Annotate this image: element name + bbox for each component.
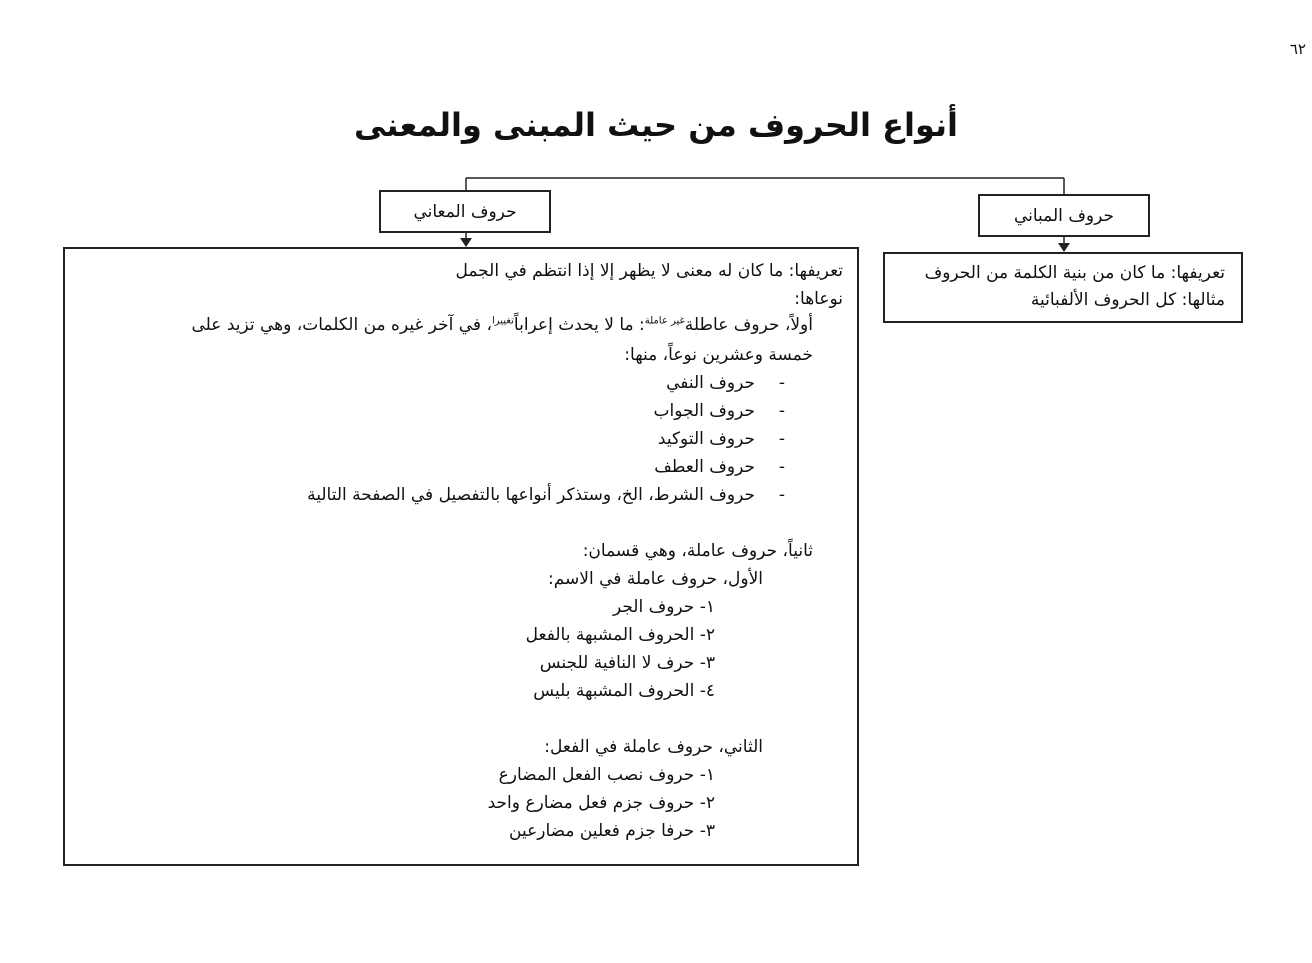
arrow-down-icon <box>1058 243 1070 252</box>
first-sup-2: تغييرا <box>491 315 514 327</box>
first-part-c: ، في آخر غيره من الكلمات، وهي تزيد على <box>191 315 492 335</box>
maani-header-box <box>379 190 551 233</box>
noun-item-1: ٢- الحروف المشبهة بالفعل <box>525 625 715 645</box>
list-item-a3: حروف العطف <box>654 457 755 477</box>
maani-first-cont: خمسة وعشرين نوعاً، منها: <box>624 345 813 365</box>
list-dash: - <box>778 373 785 393</box>
maani-first-line <box>192 315 814 335</box>
noun-item-3: ٤- الحروف المشبهة بليس <box>533 681 715 701</box>
list-dash: - <box>778 429 785 449</box>
list-item-a2: حروف التوكيد <box>657 429 755 449</box>
maani-types-label: نوعاها: <box>794 289 843 309</box>
first-part-a: أولاً، حروف عاطلة <box>684 315 813 335</box>
page-title: أنواع الحروف من حيث المبنى والمعنى <box>354 106 958 144</box>
list-dash: - <box>778 485 785 505</box>
first-sup-1: غير عاملة <box>644 315 685 327</box>
list-dash: - <box>778 401 785 421</box>
maani-body-box <box>63 247 859 866</box>
mabani-body-box <box>883 252 1243 323</box>
maani-header-label: حروف المعاني <box>413 201 517 222</box>
verb-item-1: ٢- حروف جزم فعل مضارع واحد <box>487 793 715 813</box>
arrow-down-icon <box>460 238 472 247</box>
verb-heading: الثاني، حروف عاملة في الفعل: <box>544 737 763 757</box>
list-item-a1: حروف الجواب <box>653 401 755 421</box>
noun-item-0: ١- حروف الجر <box>612 597 715 617</box>
verb-item-0: ١- حروف نصب الفعل المضارع <box>498 765 715 785</box>
maani-definition: تعريفها: ما كان له معنى لا يظهر إلا إذا انتظم في الجمل <box>455 261 843 281</box>
mabani-header-label: حروف المباني <box>1013 205 1115 226</box>
noun-item-2: ٣- حرف لا النافية للجنس <box>539 653 715 673</box>
maani-second: ثانياً، حروف عاملة، وهي قسمان: <box>582 541 813 561</box>
page-number: ٦٢ <box>1289 40 1306 58</box>
mabani-definition: تعريفها: ما كان من بنية الكلمة من الحروف <box>924 263 1225 283</box>
first-part-b: : ما لا يحدث إعراباً <box>513 315 645 335</box>
mabani-example: مثالها: كل الحروف الألفبائية <box>1030 290 1225 310</box>
noun-heading: الأول، حروف عاملة في الاسم: <box>548 569 763 589</box>
verb-item-2: ٣- حرفا جزم فعلين مضارعين <box>509 821 715 841</box>
list-dash: - <box>778 457 785 477</box>
list-item-a0: حروف النفي <box>666 373 755 393</box>
mabani-header-box <box>978 194 1150 237</box>
list-item-a4: حروف الشرط، الخ، وستذكر أنواعها بالتفصيل في الصفحة التالية <box>307 485 755 505</box>
